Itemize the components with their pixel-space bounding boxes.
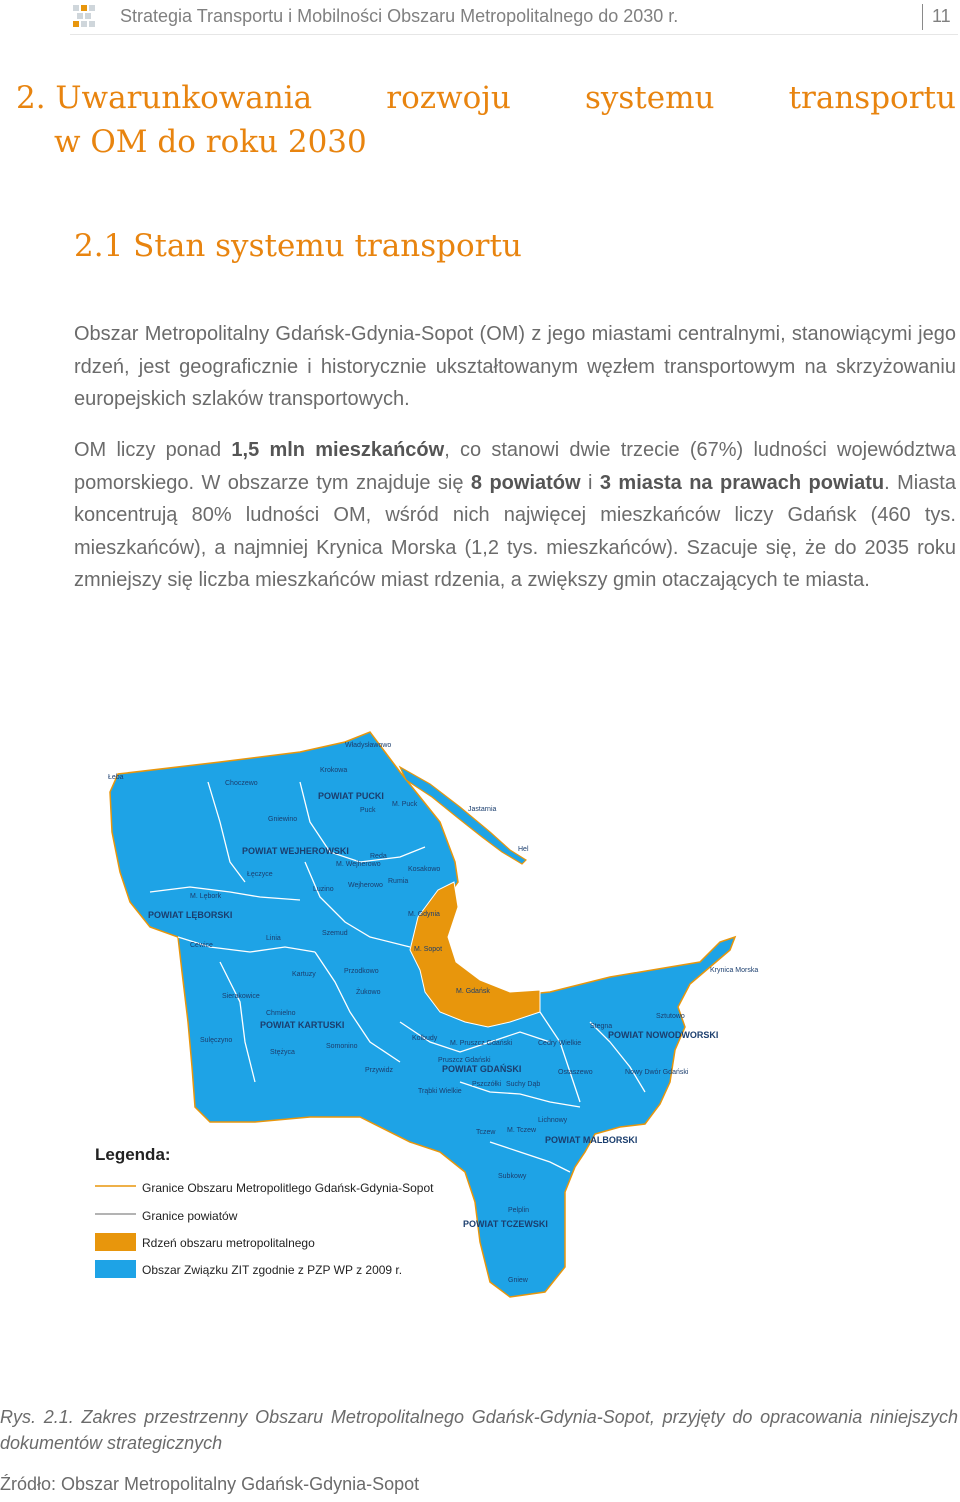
running-header	[70, 0, 958, 35]
map-label: M. Gdańsk	[456, 988, 490, 995]
map-label: Krokowa	[320, 767, 348, 774]
logo-icon	[70, 2, 98, 30]
map-label: Stegna	[590, 1023, 613, 1030]
metropolitan-area-map	[70, 722, 770, 1382]
chapter-heading-word: systemu	[584, 80, 715, 116]
map-label: Subkowy	[498, 1173, 527, 1180]
map-label: Gniewino	[268, 816, 298, 823]
map-label: Łęczyce	[247, 871, 273, 878]
map-label: Stężyca	[270, 1049, 295, 1056]
map-label: Lichnowy	[538, 1117, 568, 1124]
chapter-heading-line2: w OM do roku 2030	[54, 124, 367, 160]
map-label: Przywidz	[365, 1067, 394, 1074]
map-label: Suchy Dąb	[506, 1081, 541, 1088]
map-label: M. Gdynia	[408, 911, 440, 918]
map-label: Kosakowo	[408, 866, 441, 873]
map-label: Reda	[370, 853, 387, 860]
map-label: Linia	[266, 935, 281, 942]
map-label: Cewice	[190, 942, 213, 949]
map-label: Żukowo	[356, 989, 381, 996]
map-label: Gniew	[508, 1277, 528, 1284]
map-svg	[70, 722, 770, 1382]
map-label: Pelplin	[508, 1207, 530, 1214]
figure-source: Źródło: Obszar Metropolitalny Gdańsk-Gdynia-Sopot	[0, 1474, 420, 1494]
map-label: M. Pruszcz Gdański	[450, 1040, 513, 1047]
map-label: POWIAT MALBORSKI	[545, 1135, 638, 1145]
header-divider	[922, 4, 923, 30]
map-label: M. Sopot	[414, 946, 443, 953]
chapter-heading	[16, 76, 956, 164]
map-label: Trąbki Wielkie	[418, 1088, 462, 1095]
chapter-heading-word: rozwoju	[386, 80, 511, 116]
map-label: Puck	[360, 807, 376, 814]
legend-title: Legenda:	[95, 1145, 171, 1164]
map-label: M. Puck	[392, 801, 418, 808]
map-label: Somonino	[326, 1043, 358, 1050]
map-label: Pruszcz Gdański	[438, 1057, 491, 1064]
map-label: POWIAT GDAŃSKI	[442, 1064, 522, 1074]
legend-item: Granice powiatów	[142, 1209, 238, 1223]
map-label: Łeba	[108, 774, 124, 781]
map-label: M. Tczew	[507, 1127, 537, 1134]
map-label: POWIAT KARTUSKI	[260, 1020, 345, 1030]
figure-caption: Rys. 2.1. Zakres przestrzenny Obszaru Metropolitalnego Gdańsk-Gdynia-Sopot, przyjęty do opracowania niniejszych dokumentów strategicznych	[0, 1407, 958, 1453]
paragraph-intro: Obszar Metropolitalny Gdańsk-Gdynia-Sopot (OM) z jego miastami centralnymi, stanowiącymi jego rdzeń, jest geograficznie i historycznie ukształtowanym węzłem transportowym na skrzyżowaniu europejskich szlaków transportowych.	[74, 323, 956, 411]
map-label: POWIAT WEJHEROWSKI	[242, 846, 349, 856]
legend-swatch-core	[95, 1233, 136, 1251]
map-label: Sulęczyno	[200, 1037, 233, 1044]
map-label: Tczew	[476, 1129, 496, 1136]
map-label: Hel	[518, 846, 529, 853]
map-label: POWIAT PUCKI	[318, 791, 384, 801]
map-label: POWIAT LĘBORSKI	[148, 910, 233, 920]
map-label: Jastarnia	[468, 806, 497, 813]
section-heading: 2.1 Stan systemu transportu	[74, 228, 522, 264]
chapter-heading-word: 2. Uwarunkowania	[16, 80, 313, 116]
document-title: Strategia Transportu i Mobilności Obszaru Metropolitalnego do 2030 r.	[120, 6, 679, 26]
map-label: M. Wejherowo	[336, 861, 381, 868]
map-label: Szemud	[322, 930, 348, 937]
map-label: Luzino	[313, 886, 334, 893]
map-label: Ostaszewo	[558, 1069, 593, 1076]
page-number: 11	[932, 6, 951, 26]
legend-swatch-zit	[95, 1260, 136, 1278]
map-legend	[95, 1145, 434, 1278]
map-label: Rumia	[388, 878, 409, 885]
map-label: POWIAT NOWODWORSKI	[608, 1030, 719, 1040]
map-label: Cedry Wielkie	[538, 1040, 582, 1047]
map-label: Choczewo	[225, 780, 258, 787]
map-label: POWIAT TCZEWSKI	[463, 1219, 548, 1229]
chapter-heading-word: transportu	[788, 80, 956, 116]
map-label: Kartuzy	[292, 971, 316, 978]
paragraph-population: OM liczy ponad 1,5 mln mieszkańców, co stanowi dwie trzecie (67%) ludności województwa pomorskiego. W obszarze tym znajduje się 8 powiatów i 3 miasta na prawach powiatu. Miasta koncentrują 80% ludności OM, wśród nich najwięcej mieszkańców liczy Gdańsk (460 tys. mieszkańców), a najmniej Krynica Morska (1,2 tys. mieszkańców). Szacuje się, że do 2035 roku zmniejszy się liczba mieszkańców miast rdzenia, a zwiększy gmin otaczających te miasta.	[74, 439, 957, 592]
map-label: Pszczółki	[472, 1081, 502, 1088]
map-label: Sierakowice	[222, 993, 260, 1000]
legend-item: Granice Obszaru Metropolitlego Gdańsk-Gdynia-Sopot	[142, 1181, 434, 1195]
map-label: Nowy Dwór Gdański	[625, 1069, 689, 1076]
map-label: Chmielno	[266, 1010, 296, 1017]
map-label: M. Lębork	[190, 893, 222, 900]
legend-item: Rdzeń obszaru metropolitalnego	[142, 1236, 315, 1250]
map-label: Sztutowo	[656, 1013, 685, 1020]
legend-item: Obszar Związku ZIT zgodnie z PZP WP z 2009 r.	[142, 1263, 403, 1277]
map-label: Władysławowo	[345, 742, 392, 749]
map-label: Wejherowo	[348, 882, 383, 889]
map-label: Przodkowo	[344, 968, 379, 975]
map-label: Kolbudy	[412, 1035, 438, 1042]
map-label: Krynica Morska	[710, 967, 759, 974]
